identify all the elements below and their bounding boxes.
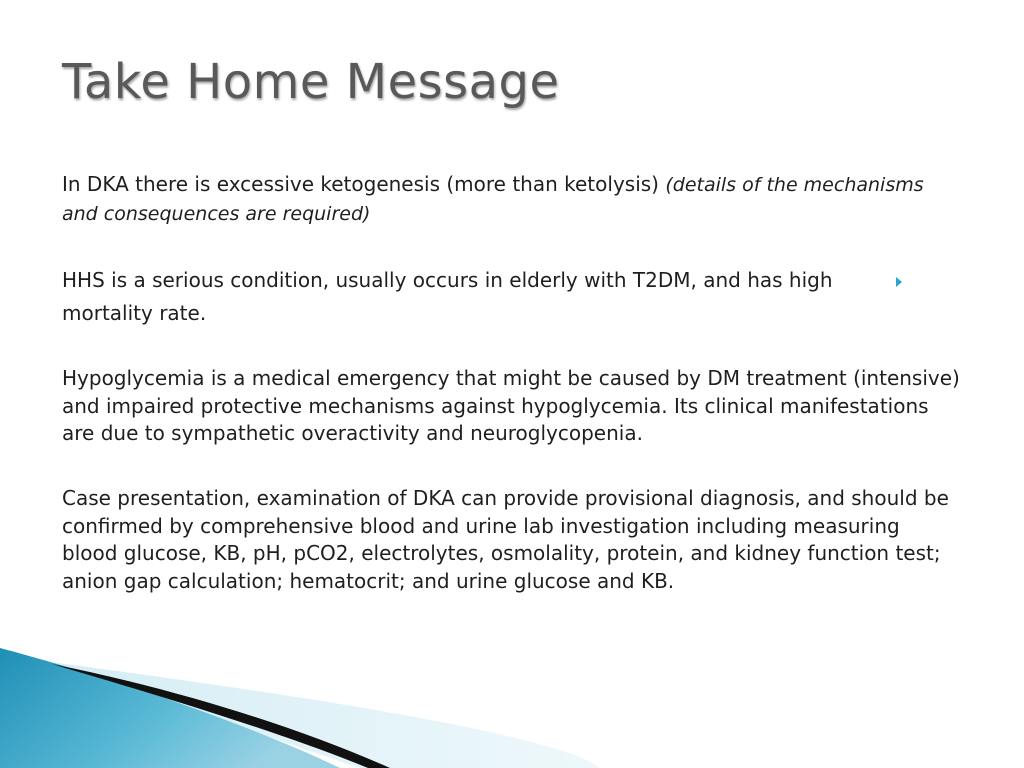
slide-title: Take Home Message [62, 54, 560, 110]
paragraph-dka-note: (details of the mechanisms and consequences are required) [62, 174, 924, 225]
paragraph-dka [62, 170, 942, 228]
paragraph-hhs: HHS is a serious condition, usually occurs in elderly with T2DM, and has high mortality rate. [62, 268, 833, 325]
paragraph-case-presentation: Case presentation, examination of DKA can provide provisional diagnosis, and should be confirmed by comprehensive blood and urine lab investigation including measuring blood glucose, KB, pH, pCO2, electrolytes, osmolality, protein, and kidney function test; anion gap calculation; hematocrit; and urine glucose and KB. [62, 486, 949, 593]
paragraph-hypoglycemia: Hypoglycemia is a medical emergency that might be caused by DM treatment (intensive) and impaired protective mechanisms against hypoglycemia. Its clinical manifestations are due to sympathetic overactivity and neuroglycopenia. [62, 366, 960, 445]
decorative-swoosh [0, 640, 1024, 768]
triangle-right-icon [896, 277, 902, 287]
paragraph-dka-text: In DKA there is excessive ketogenesis (more than ketolysis) [62, 172, 666, 196]
